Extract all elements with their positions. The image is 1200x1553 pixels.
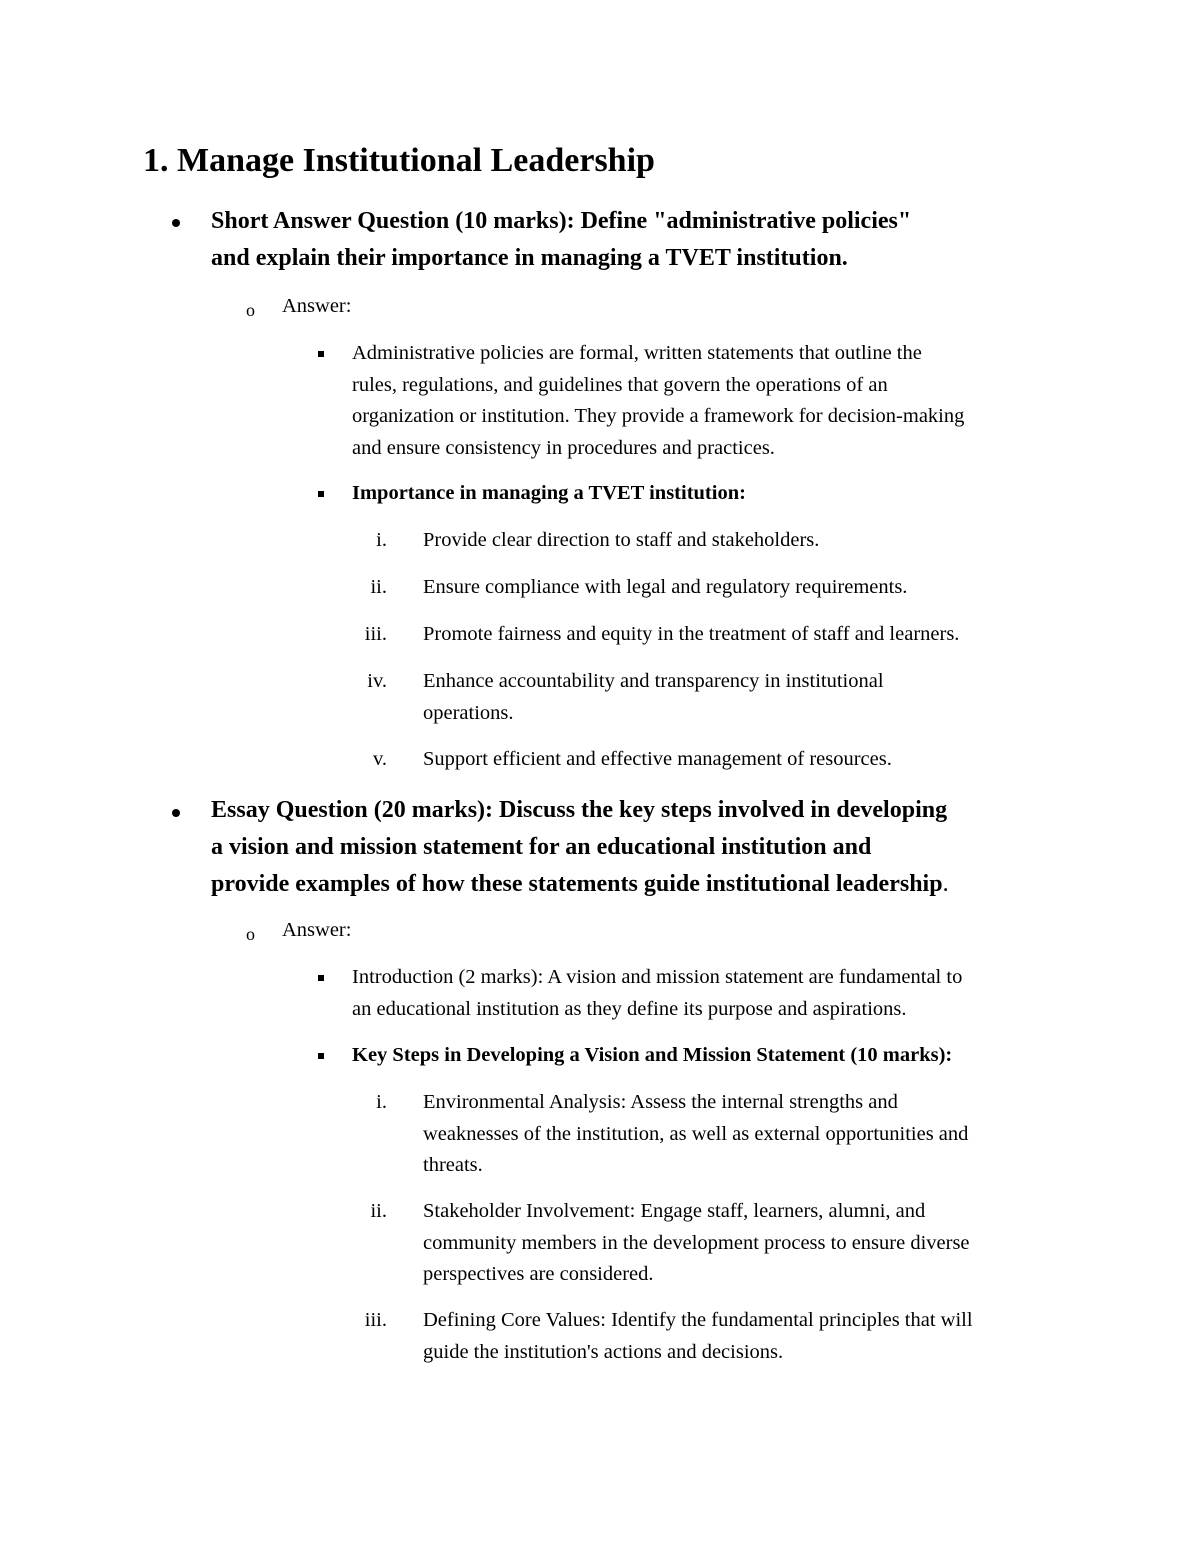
q1-answer-label: Answer:	[282, 295, 352, 317]
list-item-line: Ensure compliance with legal and regulatory requirements.	[423, 576, 908, 598]
q2-intro-line: Introduction (2 marks): A vision and mission statement are fundamental to	[352, 966, 963, 988]
q1-definition-line: rules, regulations, and guidelines that govern the operations of an	[352, 373, 888, 396]
q2-prompt-line: a vision and mission statement for an educational institution and	[211, 834, 872, 860]
q2-steps-heading: Key Steps in Developing a Vision and Mission Statement (10 marks):	[352, 1044, 953, 1066]
list-item	[423, 1196, 1113, 1291]
bullet-square-icon	[318, 1053, 324, 1059]
list-item-line: weaknesses of the institution, as well as external opportunities and	[423, 1122, 969, 1145]
q2-intro-line: an educational institution as they define its purpose and aspirations.	[352, 997, 907, 1020]
q2-answer-label: Answer:	[282, 919, 352, 941]
list-item-line: threats.	[423, 1154, 483, 1176]
bullet-circle-icon: o	[246, 924, 255, 944]
list-number: iv.	[367, 670, 387, 692]
list-item-line: Provide clear direction to staff and stakeholders.	[423, 529, 820, 551]
list-item	[423, 1305, 1113, 1368]
list-number: i.	[376, 1091, 387, 1113]
list-item	[423, 666, 1113, 729]
q2-prompt-line-text: provide examples of how these statements guide institutional leadership	[211, 871, 943, 897]
q2-prompt	[211, 792, 1111, 903]
bullet-square-icon	[318, 351, 324, 357]
list-number: i.	[376, 529, 387, 551]
q2-prompt-line	[211, 866, 1111, 903]
list-item-line: Enhance accountability and transparency in institutional	[423, 670, 884, 692]
q1-prompt-line: Short Answer Question (10 marks): Define "administrative policies"	[211, 208, 912, 234]
list-item-line: Stakeholder Involvement: Engage staff, learners, alumni, and	[423, 1200, 926, 1222]
q1-definition-line: and ensure consistency in procedures and practices.	[352, 436, 775, 459]
list-item-line: Defining Core Values: Identify the fundamental principles that will	[423, 1309, 973, 1331]
q1-prompt-line: and explain their importance in managing a TVET institution.	[211, 245, 848, 271]
list-item-line: Support efficient and effective management of resources.	[423, 748, 892, 770]
list-item	[423, 744, 1113, 776]
section-heading: 1. Manage Institutional Leadership	[143, 142, 655, 179]
q1-definition	[352, 338, 1112, 464]
bullet-circle-icon: o	[246, 300, 255, 320]
list-item-line: perspectives are considered.	[423, 1263, 654, 1285]
list-number: iii.	[364, 623, 387, 645]
list-number: v.	[372, 748, 387, 770]
list-item	[423, 1087, 1113, 1182]
q2-prompt-period: .	[942, 871, 949, 897]
list-item-line: guide the institution's actions and decisions.	[423, 1340, 784, 1363]
bullet-dot-icon	[172, 809, 180, 817]
bullet-square-icon	[318, 491, 324, 497]
list-item	[423, 525, 1113, 557]
list-number: ii.	[370, 1200, 387, 1222]
list-item-line: Environmental Analysis: Assess the internal strengths and	[423, 1091, 898, 1113]
q1-definition-line: organization or institution. They provide a framework for decision-making	[352, 405, 965, 427]
list-number: ii.	[370, 576, 387, 598]
list-number: iii.	[364, 1309, 387, 1331]
list-item	[423, 572, 1113, 604]
bullet-dot-icon	[172, 219, 180, 227]
list-item-line: operations.	[423, 701, 514, 724]
list-item-line: Promote fairness and equity in the treatment of staff and learners.	[423, 623, 960, 645]
bullet-square-icon	[318, 975, 324, 981]
q2-intro	[352, 962, 1112, 1025]
q1-definition-line: Administrative policies are formal, written statements that outline the	[352, 342, 922, 364]
q1-importance-heading: Importance in managing a TVET institution:	[352, 482, 746, 504]
q1-prompt	[211, 203, 1111, 277]
q2-prompt-line: Essay Question (20 marks): Discuss the key steps involved in developing	[211, 797, 948, 823]
list-item-line: community members in the development process to ensure diverse	[423, 1231, 970, 1254]
list-item	[423, 619, 1113, 651]
